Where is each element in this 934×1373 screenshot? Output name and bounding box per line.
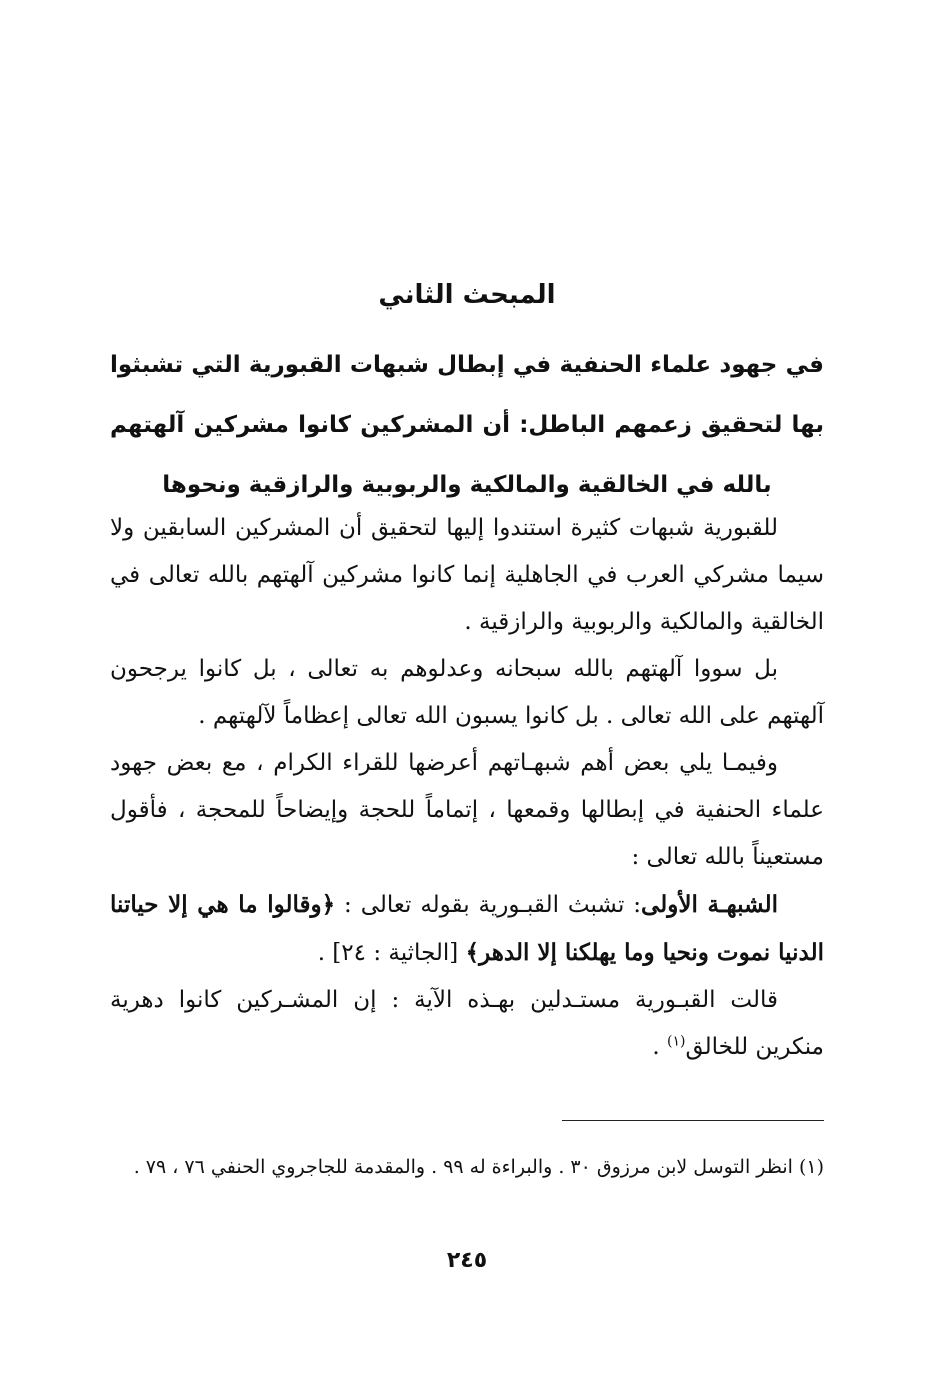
first-doubt-label: الشبهـة الأولى: [641, 891, 779, 918]
paragraph-5-end: .: [652, 1034, 667, 1060]
section-title: المبحث الثاني: [378, 280, 556, 310]
verse-reference: [الجاثية : ٢٤] .: [317, 940, 466, 966]
page-number: ٢٤٥: [446, 1248, 488, 1273]
section-heading: [110, 275, 824, 515]
paragraph-3: وفيمـا يلي بعض أهم شبهـاتهم أعرضها للقراء الكرام ، مع بعض جهود علماء الحنفية في إبطالها وقمعها ، إتماماً للحجة وإيضاحاً للمحجة ، فأقول مستعيناً بالله تعالى :: [110, 750, 824, 870]
paragraph-5-text: قالت القبـورية مستـدلين بهـذه الآية : إن المشـركين كانوا دهرية منكرين للخالق: [110, 987, 824, 1060]
quran-verse: ﴿وقالوا ما هي إلا حياتنا الدنيا نموت ونحيا وما يهلكنا إلا الدهر﴾: [110, 891, 824, 966]
body-text: [110, 505, 824, 1071]
footnote-1: (١) انظر التوسل لابن مرزوق ٣٠ . والبراءة له ٩٩ . والمقدمة للجاجروي الحنفي ٧٦ ، ٧٩ .: [133, 1156, 824, 1178]
first-doubt-intro: : تشبث القبـورية بقوله تعالى :: [335, 892, 642, 918]
footnote-divider: [562, 1120, 824, 1121]
footnote-marker: (١): [666, 1033, 686, 1050]
paragraph-2: بل سووا آلهتهم بالله سبحانه وعدلوهم به تعالى ، بل كانوا يرجحون آلهتهم على الله تعالى . بل كانوا يسبون الله تعالى إعظاماً لآلهتهم .: [110, 656, 824, 729]
section-subtitle: في جهود علماء الحنفية في إبطال شبهات القبورية التي تشبثوا بها لتحقيق زعمهم الباطل: أن المشركين كانوا مشركين آلهتهم بالله في الخالقية والمالكية والربوبية والرازقية ونحوها: [110, 352, 824, 498]
paragraph-4: [110, 881, 824, 977]
footnotes: [110, 1146, 824, 1188]
paragraph-1: للقبورية شبهات كثيرة استندوا إليها لتحقيق أن المشركين السابقين ولا سيما مشركي العرب في الجاهلية إنما كانوا مشركين آلهتهم بالله تعالى في الخالقية والمالكية والربوبية والرازقية .: [110, 515, 824, 635]
paragraph-5: [110, 977, 824, 1071]
